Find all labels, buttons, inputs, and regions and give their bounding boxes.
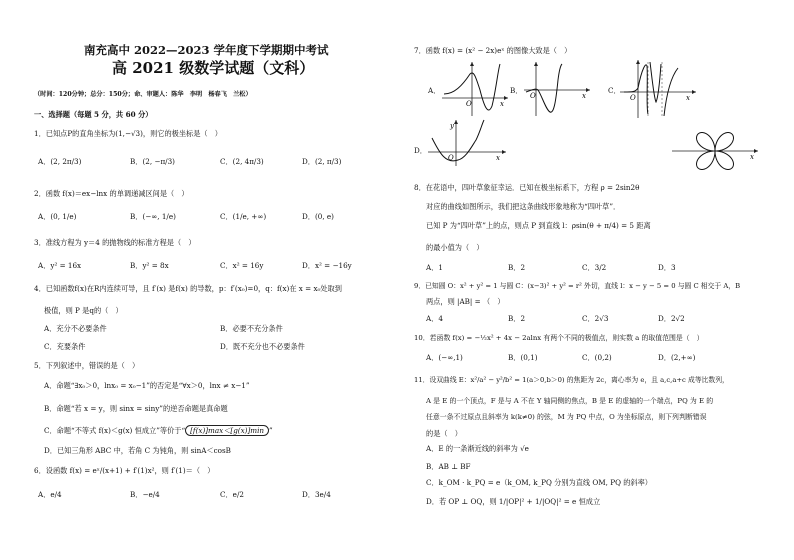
q11-line4: 的是（ ） — [426, 429, 462, 438]
q7-b-x-label: x — [582, 92, 586, 100]
q7-a-x-label: x — [500, 100, 504, 108]
q7-graph-b — [522, 60, 592, 118]
q4-option-d[interactable]: D．既不充分也不必要条件 — [220, 342, 305, 351]
q8-line4: 的最小值为（ ） — [426, 243, 484, 252]
q4-option-b[interactable]: B．必要不充分条件 — [220, 324, 283, 333]
q8-line1: 8．在花语中，四叶草象征幸运．已知在极坐标系下，方程 ρ = 2sin2θ — [414, 183, 640, 192]
q5-option-c[interactable] — [44, 425, 273, 436]
q10-option-b[interactable]: B．(0,1) — [508, 353, 538, 362]
q3-option-d[interactable]: D．x² = −16y — [302, 261, 352, 270]
q10-option-d[interactable]: D．(2,+∞) — [658, 353, 696, 362]
q7-option-b[interactable]: B． — [510, 86, 523, 95]
q3-stem: 3．准线方程为 y＝4 的抛物线的标准方程是（ ） — [34, 238, 196, 247]
q11-option-c[interactable]: C．k_OM · k_PQ = e（k_OM, k_PQ 分别为直线 OM, PQ 的斜率） — [426, 478, 652, 487]
q2-option-c[interactable]: C．(1/e, +∞) — [220, 212, 267, 221]
q3-option-b[interactable]: B．y² = 8x — [130, 261, 169, 270]
q7-graph-d — [426, 118, 508, 168]
q9-line1: 9．已知圆 O：x² + y² = 1 与圆 C：(x−3)² + y² = r² 外切，直线 l：x − y − 5 = 0 与圆 C 相交于 A，B — [414, 282, 741, 290]
q8-option-c[interactable]: C．3/2 — [582, 263, 607, 272]
q9-option-a[interactable]: A．4 — [426, 314, 443, 323]
q11-option-a[interactable]: A．E 的一条渐近线的斜率为 √e — [426, 444, 529, 453]
q2-stem: 2．函数 f(x)＝ex−lnx 的单调递减区间是（ ） — [34, 189, 189, 198]
q6-option-d[interactable]: D．3e/4 — [302, 490, 331, 499]
q11-option-b[interactable]: B．AB ⊥ BF — [426, 462, 471, 471]
q8-line2: 对应的曲线如图所示，我们把这条曲线形象地称为“四叶草”． — [426, 202, 621, 211]
q8-line3: 已知 P 为“四叶草”上的点，则点 P 到直线 l：ρsin(θ + π/4) = 5 距离 — [426, 221, 651, 230]
q6-stem: 6．设函数 f(x) = eˣ/(x+1) + f′(1)x²，则 f′(1)＝（ ） — [34, 466, 215, 475]
exam-meta: （时间：120分钟；总分：150分；命、审题人：陈华 李明 杨春飞 兰松） — [34, 91, 252, 98]
q9-option-b[interactable]: B．2 — [508, 314, 526, 323]
q5-option-a[interactable]: A．命题“∃x₀＞0，lnx₀ = x₀−1”的否定是“∀x＞0，lnx ≠ x−1” — [44, 381, 250, 390]
q4-stem-line2: 极值，则 P 是q的（ ） — [44, 306, 123, 315]
section-heading: 一、选择题（每题 5 分，共 60 分） — [34, 110, 153, 119]
q5-option-d[interactable]: D．已知三角形 ABC 中，若角 C 为钝角，则 sinA＜cosB — [44, 446, 231, 455]
q6-option-b[interactable]: B．−e/4 — [130, 490, 160, 499]
q10-option-a[interactable]: A．(−∞,1) — [426, 353, 463, 362]
q11-line1: 11．设双曲线 E：x²/a² − y²/b² = 1(a＞0,b＞0) 的焦距为 2c，离心率为 e，且 a,c,a+c 成等比数列， — [414, 376, 729, 384]
q1-option-c[interactable]: C．(2, 4π/3) — [220, 157, 264, 166]
q7-d-x-label: x — [496, 154, 500, 162]
q4-option-a[interactable]: A．充分不必要条件 — [44, 324, 107, 333]
q5-option-c-formula: [f(x)]max＜[g(x)]min — [185, 425, 269, 436]
q10-option-c[interactable]: C．(0,2) — [582, 353, 612, 362]
q4-stem-line1: 4．已知函数f(x)在R内连续可导，且 f′(x) 是f(x) 的导数，p：f′(x₀)=0，q：f(x)在 x = x₀处取到 — [34, 284, 342, 293]
q6-option-a[interactable]: A．e/4 — [38, 490, 62, 499]
q7-c-origin: O — [630, 94, 636, 102]
q10-stem: 10．若函数 f(x) = −½x² + 4x − 2alnx 有两个不同的极值点，则实数 a 的取值范围是（ ） — [414, 334, 704, 342]
q7-d-origin: O — [448, 154, 454, 162]
q6-option-c[interactable]: C．e/2 — [220, 490, 244, 499]
clover-x-label: x — [750, 153, 754, 161]
q9-option-c[interactable]: C．2√3 — [582, 314, 609, 323]
q1-stem: 1．已知点P的直角坐标为(1,−√3)，则它的极坐标是（ ） — [34, 129, 222, 138]
q7-graph-a — [440, 60, 510, 118]
q11-line3: 任意一条不过原点且斜率为 k(k≠0) 的弦，M 为 PQ 中点，O 为坐标原点，则下列判断错误 — [426, 413, 707, 421]
q7-stem: 7．函数 f(x) = (x² − 2x)eˣ 的图像大致是（ ） — [414, 46, 572, 55]
q7-graph-c — [618, 58, 698, 120]
q7-c-x-label: x — [686, 94, 690, 102]
q8-option-b[interactable]: B．2 — [508, 263, 526, 272]
q1-option-d[interactable]: D．(2, π/3) — [302, 157, 342, 166]
q7-option-c[interactable]: C． — [608, 86, 621, 95]
q5-option-c-close: ” — [269, 426, 273, 435]
q3-option-a[interactable]: A．y² = 16x — [38, 261, 82, 270]
q11-line2: A 是 E 的一个顶点，F 是与 A 不在 Y 轴同侧的焦点，B 是 E 的虚轴的一个端点，PQ 为 E 的 — [426, 397, 714, 405]
q9-option-d[interactable]: D．2√2 — [658, 314, 685, 323]
exam-title: 南充高中 2022—2023 学年度下学期期中考试 — [84, 43, 329, 57]
q1-option-a[interactable]: A．(2, 2π/3) — [38, 157, 82, 166]
q7-a-origin: O — [466, 100, 472, 108]
q5-stem: 5．下列叙述中，错误的是（ ） — [34, 361, 140, 370]
q2-option-d[interactable]: D．(0, e) — [302, 212, 334, 221]
q5-option-b[interactable]: B．命题“若 x = y，则 sinx = siny”的逆否命题是真命题 — [44, 404, 228, 413]
q2-option-a[interactable]: A．(0, 1/e) — [38, 212, 77, 221]
q7-d-y-label: y — [450, 122, 454, 130]
q11-option-d[interactable]: D．若 OP ⊥ OQ，则 1/|OP|² + 1/|OQ|² = e 恒成立 — [426, 497, 601, 506]
q1-option-b[interactable]: B．(2, −π/3) — [130, 157, 175, 166]
q8-option-a[interactable]: A．1 — [426, 263, 443, 272]
q8-option-d[interactable]: D．3 — [658, 263, 676, 272]
q7-option-d[interactable]: D． — [414, 146, 427, 155]
q4-option-c[interactable]: C．充要条件 — [44, 342, 86, 351]
exam-subtitle: 高 2021 级数学试题（文科） — [112, 59, 315, 77]
q9-line2: 两点，则 |AB| = （ ） — [426, 297, 505, 306]
q7-option-a[interactable]: A． — [428, 86, 441, 95]
q7-b-origin: O — [530, 92, 536, 100]
q5-option-c-text: C．命题“不等式 f(x)＜g(x) 恒成立”等价于“ — [44, 426, 186, 435]
q2-option-b[interactable]: B．(−∞, 1/e) — [130, 212, 176, 221]
four-leaf-clover-figure — [670, 125, 760, 177]
q3-option-c[interactable]: C．x² = 16y — [220, 261, 264, 270]
